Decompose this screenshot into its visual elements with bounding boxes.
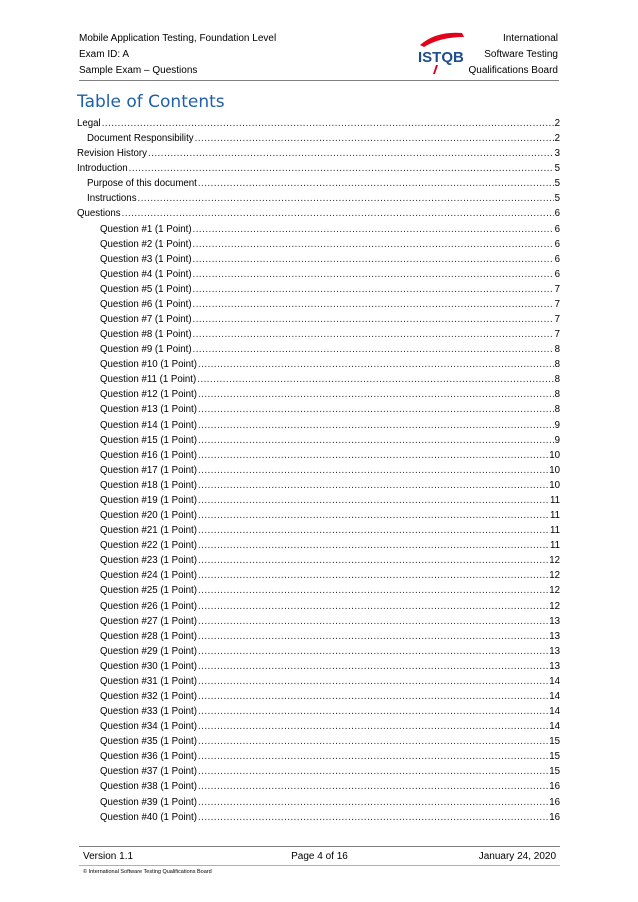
toc-entry-page: 16 (549, 811, 560, 823)
toc-dot-leader (198, 810, 548, 825)
toc-entry[interactable] (77, 553, 560, 568)
toc-entry-title: Question #5 (1 Point) (100, 283, 192, 295)
toc-dot-leader (198, 463, 548, 478)
toc-entry-page: 9 (554, 434, 560, 446)
toc-entry[interactable] (77, 131, 560, 146)
toc-entry-title: Question #15 (1 Point) (100, 434, 197, 446)
toc-entry[interactable] (77, 267, 560, 282)
toc-entry-page: 15 (549, 736, 560, 748)
footer-divider (79, 865, 560, 866)
toc-entry-title: Question #1 (1 Point) (100, 223, 192, 235)
logo-wordmark: ISTQB (418, 49, 464, 66)
toc-entry-title: Document Responsibility (87, 133, 194, 145)
toc-entry[interactable] (77, 583, 560, 598)
toc-entry-title: Question #35 (1 Point) (100, 736, 197, 748)
toc-entry[interactable] (77, 327, 560, 342)
toc-dot-leader (129, 161, 554, 176)
toc-entry-title: Instructions (87, 193, 137, 205)
toc-entry-page: 7 (554, 298, 560, 310)
toc-entry-title: Question #38 (1 Point) (100, 781, 197, 793)
toc-entry-title: Question #10 (1 Point) (100, 359, 197, 371)
toc-entry-title: Questions (77, 208, 121, 220)
toc-dot-leader (198, 749, 548, 764)
logo-swoosh-shape (420, 33, 464, 47)
toc-dot-leader (198, 176, 554, 191)
toc-dot-leader (193, 342, 554, 357)
toc-entry-title: Question #4 (1 Point) (100, 268, 192, 280)
toc-entry-page: 8 (554, 344, 560, 356)
toc-dot-leader (198, 387, 554, 402)
toc-entry[interactable] (77, 795, 560, 810)
toc-entry-page: 15 (549, 766, 560, 778)
toc-entry-title: Question #27 (1 Point) (100, 615, 197, 627)
toc-entry-page: 11 (549, 540, 560, 552)
header-right (469, 31, 559, 79)
toc-entry-page: 11 (549, 510, 560, 522)
toc-entry-page: 15 (549, 751, 560, 763)
toc-entry-title: Question #3 (1 Point) (100, 253, 192, 265)
toc-entry-page: 12 (549, 600, 560, 612)
toc-entry[interactable] (77, 523, 560, 538)
toc-dot-leader (102, 116, 554, 131)
toc-entry-title: Question #21 (1 Point) (100, 525, 197, 537)
toc-entry[interactable] (77, 357, 560, 372)
header-exam-id: Exam ID: A (79, 49, 130, 60)
header-divider (79, 80, 559, 81)
toc-entry-title: Question #16 (1 Point) (100, 449, 197, 461)
toc-entry-page: 7 (554, 314, 560, 326)
toc-dot-leader (193, 267, 554, 282)
toc-entry-title: Question #14 (1 Point) (100, 419, 197, 431)
toc-entry-page: 5 (554, 163, 560, 175)
toc-entry[interactable] (77, 599, 560, 614)
toc-entry-page: 16 (549, 781, 560, 793)
toc-entry[interactable] (77, 448, 560, 463)
toc-entry-page: 9 (554, 419, 560, 431)
toc-entry-page: 5 (554, 193, 560, 205)
toc-dot-leader (197, 372, 553, 387)
header-org-line-3: Qualifications Board (468, 65, 558, 76)
toc-entry-title: Question #12 (1 Point) (100, 389, 197, 401)
toc-entry-page: 2 (554, 118, 560, 129)
header-doc-type: Sample Exam – Questions (79, 65, 198, 76)
toc-entry-title: Question #7 (1 Point) (100, 314, 192, 326)
toc-entry[interactable] (77, 206, 560, 221)
table-of-contents (77, 116, 560, 825)
toc-entry[interactable] (77, 508, 560, 523)
toc-entry-title: Question #23 (1 Point) (100, 555, 197, 567)
toc-entry-page: 10 (549, 464, 560, 476)
toc-entry-title: Question #40 (1 Point) (100, 811, 197, 823)
toc-dot-leader (193, 282, 554, 297)
toc-dot-leader (198, 568, 548, 583)
toc-entry-title: Question #6 (1 Point) (100, 298, 192, 310)
toc-dot-leader (198, 644, 548, 659)
toc-entry-title: Question #39 (1 Point) (100, 796, 197, 808)
toc-entry-page: 14 (549, 706, 560, 718)
toc-entry-page: 7 (554, 283, 560, 295)
toc-dot-leader (198, 764, 548, 779)
toc-dot-leader (198, 433, 554, 448)
toc-entry[interactable] (77, 734, 560, 749)
logo-accent-mark (433, 65, 438, 74)
toc-entry-page: 12 (549, 570, 560, 582)
toc-entry-title: Question #26 (1 Point) (100, 600, 197, 612)
toc-entry-title: Question #18 (1 Point) (100, 479, 197, 491)
toc-entry-title: Question #11 (1 Point) (100, 374, 197, 386)
toc-dot-leader (138, 191, 554, 206)
toc-entry-title: Question #2 (1 Point) (100, 238, 192, 250)
toc-dot-leader (193, 252, 554, 267)
toc-entry[interactable] (77, 387, 560, 402)
toc-dot-leader (193, 312, 554, 327)
toc-entry[interactable] (77, 779, 560, 794)
toc-entry[interactable] (77, 176, 560, 191)
toc-entry-page: 13 (549, 645, 560, 657)
toc-entry-page: 10 (549, 479, 560, 491)
toc-entry-page: 8 (554, 404, 560, 416)
toc-entry-page: 10 (549, 449, 560, 461)
toc-entry-title: Question #30 (1 Point) (100, 660, 197, 672)
header-left (79, 31, 276, 79)
toc-entry-title: Question #17 (1 Point) (100, 464, 197, 476)
toc-entry-page: 8 (554, 389, 560, 401)
toc-entry-page: 8 (554, 374, 560, 386)
toc-entry[interactable] (77, 282, 560, 297)
toc-entry-title: Question #31 (1 Point) (100, 675, 197, 687)
toc-entry[interactable] (77, 704, 560, 719)
footer-date: January 24, 2020 (478, 851, 556, 862)
toc-entry-page: 13 (549, 630, 560, 642)
toc-dot-leader (193, 222, 554, 237)
toc-entry[interactable] (77, 116, 560, 131)
toc-dot-leader (198, 583, 548, 598)
toc-entry-page: 3 (554, 148, 560, 160)
toc-entry[interactable] (77, 146, 560, 161)
toc-entry-title: Legal (77, 118, 101, 129)
toc-dot-leader (198, 523, 549, 538)
toc-entry-page: 6 (554, 253, 560, 265)
header-org-line-2: Software Testing (484, 49, 558, 60)
toc-entry[interactable] (77, 719, 560, 734)
toc-entry[interactable] (77, 659, 560, 674)
toc-dot-leader (198, 448, 548, 463)
toc-entry-title: Question #37 (1 Point) (100, 766, 197, 778)
toc-entry-title: Question #29 (1 Point) (100, 645, 197, 657)
toc-entry-title: Question #24 (1 Point) (100, 570, 197, 582)
toc-entry-page: 14 (549, 675, 560, 687)
toc-entry[interactable] (77, 674, 560, 689)
toc-dot-leader (198, 734, 548, 749)
toc-dot-leader (198, 508, 549, 523)
toc-entry[interactable] (77, 629, 560, 644)
toc-entry-page: 7 (554, 329, 560, 341)
toc-entry[interactable] (77, 644, 560, 659)
toc-entry-page: 6 (554, 268, 560, 280)
toc-entry-page: 13 (549, 660, 560, 672)
toc-entry[interactable] (77, 191, 560, 206)
toc-dot-leader (193, 297, 554, 312)
toc-entry-title: Question #8 (1 Point) (100, 329, 192, 341)
toc-dot-leader (195, 131, 554, 146)
toc-entry[interactable] (77, 538, 560, 553)
footer-version: Version 1.1 (83, 851, 134, 862)
footer-page-number: Page 4 of 16 (291, 851, 348, 862)
toc-entry[interactable] (77, 237, 560, 252)
toc-entry-page: 5 (554, 178, 560, 190)
toc-dot-leader (122, 206, 554, 221)
toc-entry-page: 16 (549, 796, 560, 808)
toc-entry-title: Question #22 (1 Point) (100, 540, 197, 552)
toc-dot-leader (198, 719, 548, 734)
toc-entry[interactable] (77, 749, 560, 764)
toc-dot-leader (198, 493, 549, 508)
toc-entry[interactable] (77, 402, 560, 417)
toc-entry-title: Question #32 (1 Point) (100, 690, 197, 702)
toc-entry[interactable] (77, 418, 560, 433)
toc-entry[interactable] (77, 433, 560, 448)
toc-dot-leader (198, 553, 548, 568)
toc-entry[interactable] (77, 493, 560, 508)
toc-entry[interactable] (77, 689, 560, 704)
toc-entry-title: Question #20 (1 Point) (100, 510, 197, 522)
toc-dot-leader (198, 418, 554, 433)
toc-dot-leader (198, 357, 554, 372)
toc-entry-title: Introduction (77, 163, 128, 175)
toc-entry-title: Question #25 (1 Point) (100, 585, 197, 597)
toc-entry-title: Question #28 (1 Point) (100, 630, 197, 642)
toc-entry[interactable] (77, 764, 560, 779)
toc-entry-title: Revision History (77, 148, 147, 160)
istqb-logo (414, 29, 468, 75)
toc-entry-title: Question #9 (1 Point) (100, 344, 192, 356)
toc-dot-leader (198, 689, 548, 704)
footer-copyright: © International Software Testing Qualifications Board (83, 869, 212, 875)
toc-entry-page: 11 (549, 525, 560, 537)
toc-dot-leader (198, 795, 548, 810)
toc-entry[interactable] (77, 614, 560, 629)
toc-entry-page: 6 (554, 223, 560, 235)
toc-entry-page: 12 (549, 585, 560, 597)
toc-entry[interactable] (77, 810, 560, 825)
toc-entry-page: 6 (554, 208, 560, 220)
toc-entry[interactable] (77, 312, 560, 327)
toc-entry-page: 2 (554, 133, 560, 145)
toc-entry[interactable] (77, 463, 560, 478)
toc-entry-title: Question #19 (1 Point) (100, 494, 197, 506)
toc-dot-leader (198, 674, 548, 689)
toc-dot-leader (198, 478, 548, 493)
toc-title: Table of Contents (77, 92, 225, 112)
toc-dot-leader (198, 599, 548, 614)
toc-entry-title: Question #33 (1 Point) (100, 706, 197, 718)
toc-entry-title: Question #36 (1 Point) (100, 751, 197, 763)
toc-entry[interactable] (77, 478, 560, 493)
toc-dot-leader (198, 779, 548, 794)
toc-dot-leader (148, 146, 554, 161)
toc-entry[interactable] (77, 568, 560, 583)
toc-entry[interactable] (77, 252, 560, 267)
toc-entry-title: Question #34 (1 Point) (100, 721, 197, 733)
toc-dot-leader (198, 629, 548, 644)
toc-entry-page: 14 (549, 690, 560, 702)
toc-entry-page: 6 (554, 238, 560, 250)
toc-entry[interactable] (77, 161, 560, 176)
header-course-title: Mobile Application Testing, Foundation Level (79, 33, 277, 44)
toc-entry[interactable] (77, 222, 560, 237)
toc-entry-page: 13 (549, 615, 560, 627)
toc-dot-leader (193, 237, 554, 252)
toc-entry-page: 11 (549, 494, 560, 506)
header-org-line-1: International (502, 33, 558, 44)
toc-dot-leader (198, 614, 548, 629)
toc-dot-leader (198, 538, 549, 553)
toc-entry[interactable] (77, 297, 560, 312)
footer (79, 846, 560, 879)
toc-dot-leader (193, 327, 554, 342)
toc-dot-leader (198, 704, 548, 719)
toc-entry-page: 12 (549, 555, 560, 567)
toc-entry-title: Purpose of this document (87, 178, 197, 190)
toc-entry-page: 14 (549, 721, 560, 733)
toc-entry[interactable] (77, 372, 560, 387)
toc-dot-leader (198, 402, 554, 417)
toc-entry[interactable] (77, 342, 560, 357)
toc-entry-page: 8 (554, 359, 560, 371)
toc-dot-leader (198, 659, 548, 674)
toc-entry-title: Question #13 (1 Point) (100, 404, 197, 416)
